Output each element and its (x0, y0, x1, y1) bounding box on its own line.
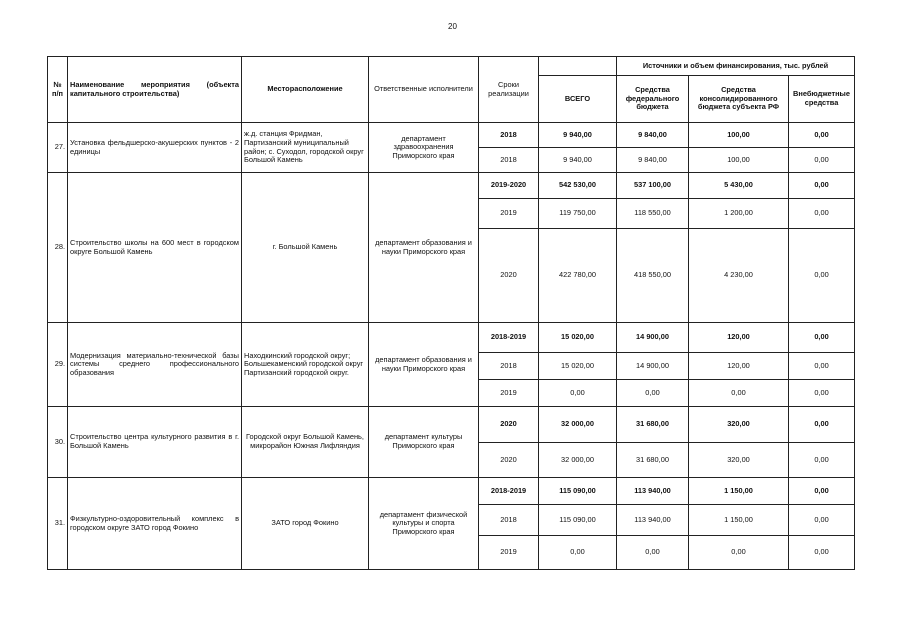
row-period: 2020 (479, 443, 539, 478)
row-extrabudget: 0,00 (789, 443, 855, 478)
row-responsible: департамент образования и науки Приморского края (369, 173, 479, 323)
row-responsible: департамент здравоохранения Приморского края (369, 123, 479, 173)
row-federal: 113 940,00 (617, 505, 689, 536)
page-number: 20 (448, 22, 457, 31)
row-total: 115 090,00 (539, 478, 617, 505)
row-extrabudget: 0,00 (789, 353, 855, 380)
table-row (48, 478, 855, 505)
row-federal: 14 900,00 (617, 353, 689, 380)
row-period: 2018 (479, 353, 539, 380)
row-total: 0,00 (539, 380, 617, 407)
financing-table (47, 56, 855, 570)
row-location: ж.д. станция Фридман, Партизанский муниципальный район; с. Суходол, городской округ Большой Камень (242, 123, 369, 173)
row-extrabudget: 0,00 (789, 536, 855, 570)
row-location: Городской округ Большой Камень, микрорайон Южная Лифляндия (242, 407, 369, 478)
row-period: 2018 (479, 123, 539, 148)
row-period: 2018 (479, 505, 539, 536)
financing-table-wrapper (47, 56, 855, 570)
row-name: Строительство школы на 600 мест в городском округе Большой Камень (68, 173, 242, 323)
table-row (48, 407, 855, 443)
row-period: 2019-2020 (479, 173, 539, 199)
header-sources-group: Источники и объем финансирования, тыс. рублей (617, 57, 855, 76)
table-body (48, 123, 855, 570)
row-number: 29. (48, 323, 68, 407)
row-regional: 100,00 (689, 123, 789, 148)
row-federal: 113 940,00 (617, 478, 689, 505)
row-name: Строительство центра культурного развития в г. Большой Камень (68, 407, 242, 478)
row-regional: 0,00 (689, 536, 789, 570)
row-federal: 0,00 (617, 380, 689, 407)
row-name: Физкультурно-оздоровительный комплекс в городском округе ЗАТО город Фокино (68, 478, 242, 570)
row-total: 115 090,00 (539, 505, 617, 536)
header-period: Сроки реализации (479, 57, 539, 123)
table-row (48, 323, 855, 353)
row-location: Находкинский городской округ; Большекаменский городской округ Партизанский городской округ. (242, 323, 369, 407)
row-federal: 9 840,00 (617, 148, 689, 173)
row-total: 0,00 (539, 536, 617, 570)
row-federal: 31 680,00 (617, 443, 689, 478)
row-regional: 0,00 (689, 380, 789, 407)
row-period: 2019 (479, 536, 539, 570)
row-regional: 320,00 (689, 407, 789, 443)
row-period: 2018-2019 (479, 323, 539, 353)
row-extrabudget: 0,00 (789, 505, 855, 536)
row-federal: 537 100,00 (617, 173, 689, 199)
row-extrabudget: 0,00 (789, 380, 855, 407)
row-extrabudget: 0,00 (789, 323, 855, 353)
row-regional: 120,00 (689, 323, 789, 353)
row-extrabudget: 0,00 (789, 123, 855, 148)
header-location: Месторасположение (242, 57, 369, 123)
row-federal: 418 550,00 (617, 229, 689, 323)
row-total: 9 940,00 (539, 148, 617, 173)
header-federal: Средства федерального бюджета (617, 76, 689, 123)
row-number: 30. (48, 407, 68, 478)
row-number: 28. (48, 173, 68, 323)
row-period: 2020 (479, 229, 539, 323)
row-period: 2020 (479, 407, 539, 443)
header-responsible: Ответственные исполнители (369, 57, 479, 123)
row-extrabudget: 0,00 (789, 148, 855, 173)
header-total: ВСЕГО (539, 76, 617, 123)
row-period: 2019 (479, 199, 539, 229)
row-regional: 4 230,00 (689, 229, 789, 323)
row-name: Модернизация материально-технической базы системы среднего профессионального образования (68, 323, 242, 407)
row-total: 119 750,00 (539, 199, 617, 229)
row-responsible: департамент образования и науки Приморского края (369, 323, 479, 407)
header-blank (539, 57, 617, 76)
row-period: 2018-2019 (479, 478, 539, 505)
row-federal: 14 900,00 (617, 323, 689, 353)
row-total: 422 780,00 (539, 229, 617, 323)
row-total: 542 530,00 (539, 173, 617, 199)
row-regional: 5 430,00 (689, 173, 789, 199)
row-location: г. Большой Камень (242, 173, 369, 323)
row-total: 15 020,00 (539, 353, 617, 380)
row-regional: 100,00 (689, 148, 789, 173)
header-num: № п/п (48, 57, 68, 123)
row-regional: 1 150,00 (689, 505, 789, 536)
row-number: 31. (48, 478, 68, 570)
row-extrabudget: 0,00 (789, 173, 855, 199)
row-total: 15 020,00 (539, 323, 617, 353)
row-period: 2018 (479, 148, 539, 173)
row-regional: 1 150,00 (689, 478, 789, 505)
row-total: 9 940,00 (539, 123, 617, 148)
row-extrabudget: 0,00 (789, 407, 855, 443)
row-name: Установка фельдшерско-акушерских пунктов - 2 единицы (68, 123, 242, 173)
row-extrabudget: 0,00 (789, 478, 855, 505)
row-responsible: департамент культуры Приморского края (369, 407, 479, 478)
row-federal: 118 550,00 (617, 199, 689, 229)
row-number: 27. (48, 123, 68, 173)
row-responsible: департамент физической культуры и спорта Приморского края (369, 478, 479, 570)
row-extrabudget: 0,00 (789, 229, 855, 323)
row-regional: 120,00 (689, 353, 789, 380)
row-regional: 320,00 (689, 443, 789, 478)
header-extrabudget: Внебюджетные средства (789, 76, 855, 123)
row-federal: 31 680,00 (617, 407, 689, 443)
row-period: 2019 (479, 380, 539, 407)
row-regional: 1 200,00 (689, 199, 789, 229)
table-row (48, 123, 855, 148)
header-name: Наименование мероприятия (объекта капитального строительства) (68, 57, 242, 123)
row-total: 32 000,00 (539, 443, 617, 478)
row-location: ЗАТО город Фокино (242, 478, 369, 570)
row-extrabudget: 0,00 (789, 199, 855, 229)
table-header (48, 57, 855, 123)
row-federal: 9 840,00 (617, 123, 689, 148)
row-federal: 0,00 (617, 536, 689, 570)
row-total: 32 000,00 (539, 407, 617, 443)
table-row (48, 173, 855, 199)
header-regional: Средства консолидированного бюджета субъекта РФ (689, 76, 789, 123)
